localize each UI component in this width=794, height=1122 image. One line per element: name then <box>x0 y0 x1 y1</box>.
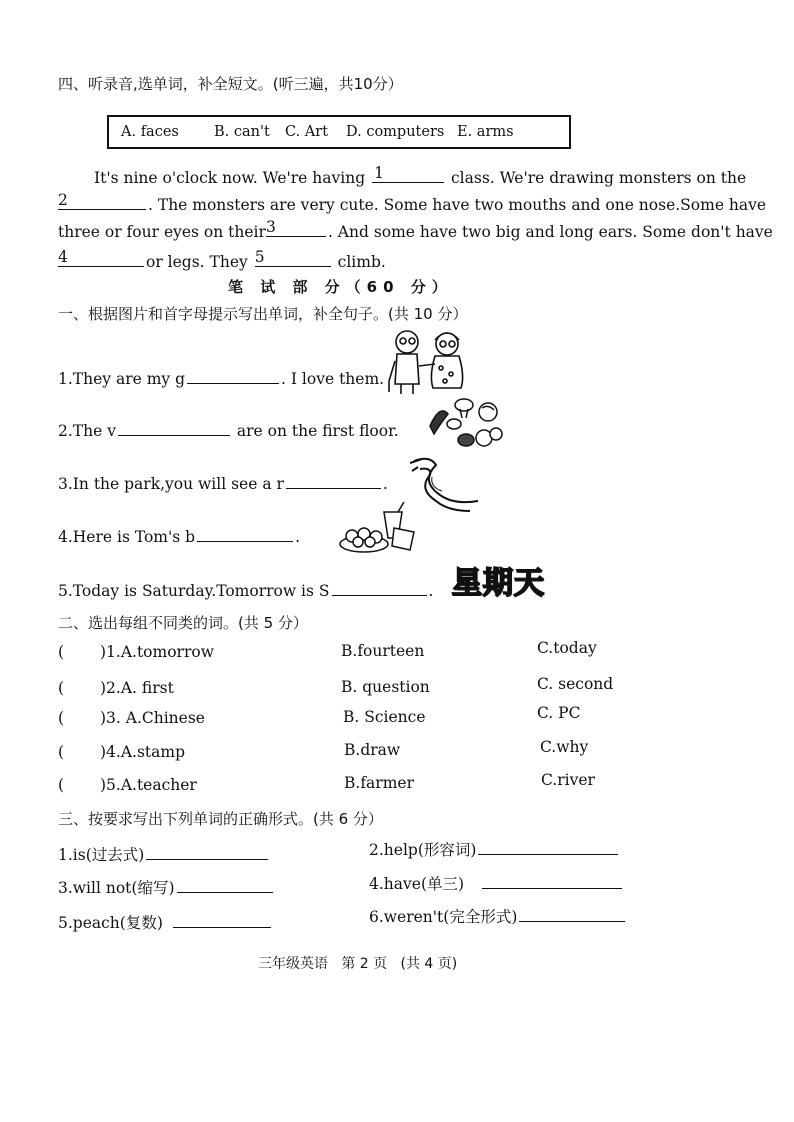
part2-row-1-b: B.fourteen <box>341 642 425 660</box>
part3-item-6 <box>369 905 627 927</box>
item-label: 5.peach(复数) <box>58 914 163 932</box>
word-option: D. computers <box>346 124 445 140</box>
answer-blank[interactable] <box>478 839 618 855</box>
blank-number: 1 <box>374 164 384 182</box>
question-text: 4.Here is Tom's b <box>58 528 196 546</box>
part2-row-3-b: B. Science <box>343 708 426 726</box>
part2-row-4-b: B.draw <box>344 741 401 759</box>
question-text: 5.Today is Saturday.Tomorrow is S <box>58 582 330 600</box>
item-label: 2.help(形容词) <box>369 841 477 859</box>
item-label: 1.is(过去式) <box>58 846 145 864</box>
word-option: A. faces <box>121 124 179 140</box>
passage-line-3 <box>58 218 773 241</box>
blank-number: 3 <box>265 218 276 236</box>
answer-blank[interactable] <box>187 368 279 384</box>
item-label: 3.will not(缩写) <box>58 879 175 897</box>
breakfast-picture <box>338 502 416 556</box>
answer-blank[interactable] <box>286 473 381 489</box>
part1-question-5 <box>58 580 433 600</box>
part2-row-5-paren[interactable]: ( <box>58 776 65 794</box>
part3-item-4 <box>369 872 624 894</box>
question-text: 3.In the park,you will see a r <box>58 475 284 493</box>
part2-title: 二、选出每组不同类的词。(共 5 分） <box>58 614 308 632</box>
part2-row-4-c: C.why <box>540 738 589 756</box>
item-label: 6.weren't(完全形式) <box>369 908 518 926</box>
grandparents-picture <box>385 326 477 396</box>
question-text: . I love them. <box>281 370 385 388</box>
blank-number: 4 <box>58 248 68 266</box>
part2-row-3-c: C. PC <box>537 704 581 722</box>
part2-row-3-paren[interactable]: ( <box>58 709 65 727</box>
part2-row-1-paren[interactable]: ( <box>58 643 65 661</box>
part2-row-5-a: )5.A.teacher <box>100 776 197 794</box>
page-footer: 三年级英语 第 2 页 (共 4 页) <box>258 956 458 972</box>
passage-text: class. We're drawing monsters on the <box>451 169 747 187</box>
answer-blank[interactable] <box>118 420 230 436</box>
word-bank-box <box>107 115 571 149</box>
part2-row-2-a: )2.A. first <box>100 679 174 697</box>
part3-item-2 <box>369 838 620 860</box>
part2-row-1-a: )1.A.tomorrow <box>100 643 214 661</box>
answer-blank[interactable] <box>58 191 146 210</box>
part2-row-2-c: C. second <box>537 675 614 693</box>
passage-text: climb. <box>337 253 386 271</box>
answer-blank[interactable] <box>372 164 444 183</box>
answer-blank[interactable] <box>519 906 625 922</box>
part3-item-3 <box>58 876 275 898</box>
answer-blank[interactable] <box>177 877 273 893</box>
part2-row-4-paren[interactable]: ( <box>58 743 65 761</box>
part2-row-2-paren[interactable]: ( <box>58 679 65 697</box>
part3-item-1 <box>58 843 270 865</box>
vegetables-picture <box>426 396 504 452</box>
part2-row-5-b: B.farmer <box>344 774 414 792</box>
answer-blank[interactable] <box>265 218 326 237</box>
river-picture <box>410 455 482 519</box>
passage-text: . And some have two big and long ears. Some don't have <box>327 223 773 241</box>
answer-blank[interactable] <box>173 912 271 928</box>
part2-row-3-a: )3. A.Chinese <box>100 709 205 727</box>
answer-blank[interactable] <box>482 873 622 889</box>
question-text: 2.The v <box>58 422 116 440</box>
part1-title: 一、根据图片和首字母提示写出单词，补全句子。(共 10 分） <box>58 305 468 323</box>
passage-line-2 <box>58 191 767 214</box>
passage-text: It's nine o'clock now. We're having <box>94 169 371 187</box>
passage-text: three or four eyes on their <box>58 223 266 241</box>
passage-text: or legs. They <box>146 253 253 271</box>
part3-item-5 <box>58 911 273 933</box>
blank-number: 2 <box>58 191 68 209</box>
answer-blank[interactable] <box>332 580 427 596</box>
passage-line-4 <box>58 248 386 271</box>
question-text: . <box>428 582 434 600</box>
part3-title: 三、按要求写出下列单词的正确形式。(共 6 分） <box>58 810 383 828</box>
section4-title: 四、听录音,选单词，补全短文。(听三遍，共10分） <box>58 75 403 93</box>
word-option: E. arms <box>457 124 514 140</box>
item-label: 4.have(单三) <box>369 875 465 893</box>
question-text: . <box>382 475 388 493</box>
part2-row-4-a: )4.A.stamp <box>100 743 186 761</box>
question-text: are on the first floor. <box>236 422 399 440</box>
part2-row-2-b: B. question <box>341 678 430 696</box>
word-option: C. Art <box>285 124 329 140</box>
question-text: 1.They are my g <box>58 370 186 388</box>
part1-question-2 <box>58 420 399 440</box>
part1-question-3 <box>58 473 388 493</box>
answer-blank[interactable] <box>58 248 144 267</box>
passage-line-1 <box>94 164 747 187</box>
part1-question-4 <box>58 526 300 546</box>
written-part-title: 笔 试 部 分（60 分） <box>228 278 453 296</box>
part1-question-1 <box>58 368 384 388</box>
passage-text: . The monsters are very cute. Some have two mouths and one nose.Some have <box>148 196 767 214</box>
question-text: . <box>295 528 300 546</box>
blank-number: 5 <box>254 248 265 266</box>
answer-blank[interactable] <box>146 844 268 860</box>
answer-blank[interactable] <box>197 526 293 542</box>
sunday-picture: 星期天 <box>452 566 545 601</box>
answer-blank[interactable] <box>254 248 331 267</box>
part2-row-1-c: C.today <box>537 639 597 657</box>
word-option: B. can't <box>214 124 270 140</box>
part2-row-5-c: C.river <box>541 771 595 789</box>
